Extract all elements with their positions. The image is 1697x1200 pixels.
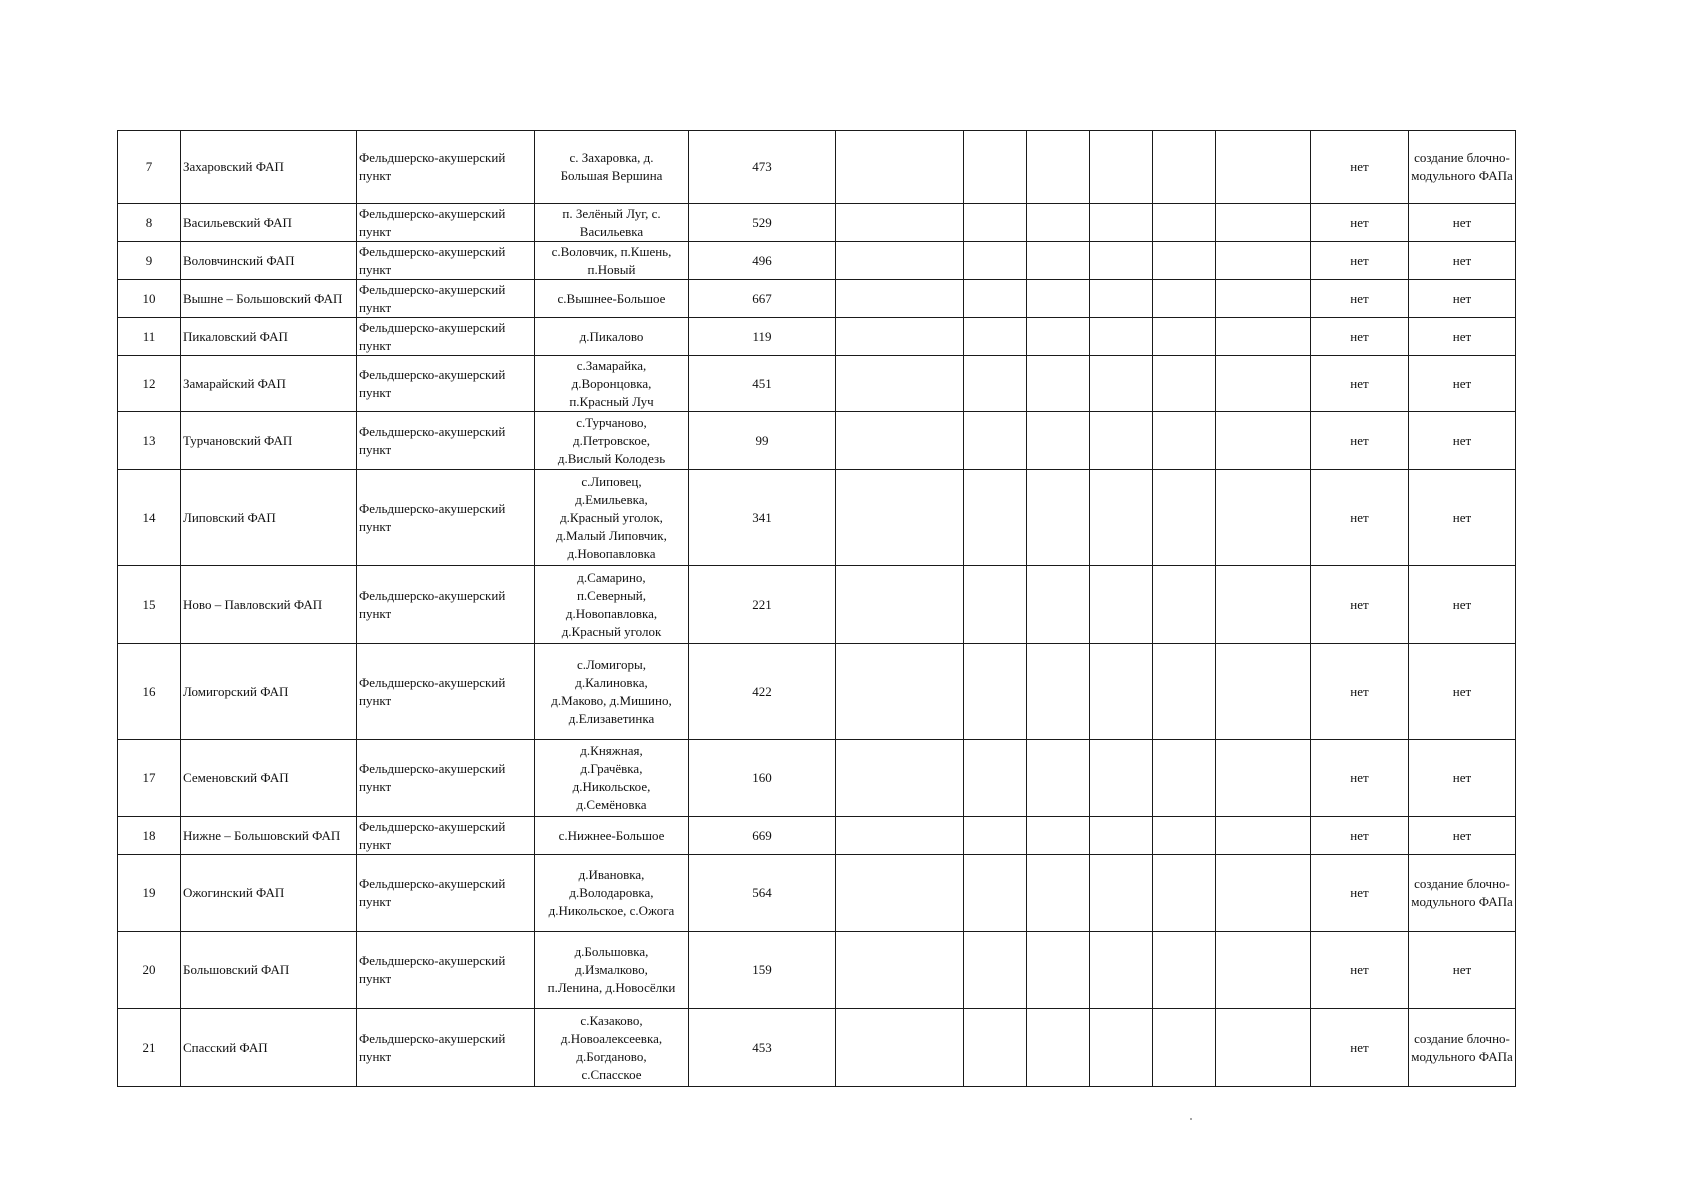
status-b: создание блочно-модульного ФАПа [1409, 855, 1516, 932]
empty-cell [1090, 932, 1153, 1009]
empty-cell [1090, 318, 1153, 356]
empty-cell [1153, 932, 1216, 1009]
population: 422 [689, 644, 836, 740]
status-a: нет [1311, 280, 1409, 318]
population: 119 [689, 318, 836, 356]
table-row [118, 644, 1516, 740]
table-row [118, 1009, 1516, 1087]
empty-cell [1216, 566, 1311, 644]
empty-cell [964, 817, 1027, 855]
empty-cell [1216, 131, 1311, 204]
empty-cell [836, 566, 964, 644]
status-b: нет [1409, 644, 1516, 740]
empty-cell [964, 740, 1027, 817]
settlements: с.Казаково, д.Новоалексеевка, д.Богданово, с.Спасское [535, 1009, 689, 1087]
empty-cell [1216, 242, 1311, 280]
empty-cell [1027, 740, 1090, 817]
empty-cell [1027, 566, 1090, 644]
empty-cell [964, 566, 1027, 644]
fap-name: Липовский ФАП [181, 470, 357, 566]
fap-name: Вышне – Большовский ФАП [181, 280, 357, 318]
status-a: нет [1311, 470, 1409, 566]
empty-cell [1027, 412, 1090, 470]
facility-type: Фельдшерско-акушерский пункт [357, 932, 535, 1009]
status-a: нет [1311, 242, 1409, 280]
empty-cell [1027, 817, 1090, 855]
status-b: нет [1409, 412, 1516, 470]
empty-cell [1090, 855, 1153, 932]
fap-name: Пикаловский ФАП [181, 318, 357, 356]
empty-cell [1216, 740, 1311, 817]
empty-cell [836, 817, 964, 855]
empty-cell [1090, 280, 1153, 318]
row-number: 8 [118, 204, 181, 242]
population: 667 [689, 280, 836, 318]
table-row [118, 204, 1516, 242]
empty-cell [1153, 817, 1216, 855]
empty-cell [964, 356, 1027, 412]
empty-cell [1090, 412, 1153, 470]
empty-cell [1027, 204, 1090, 242]
table-row [118, 817, 1516, 855]
empty-cell [836, 318, 964, 356]
empty-cell [1153, 131, 1216, 204]
empty-cell [836, 740, 964, 817]
empty-cell [1216, 470, 1311, 566]
row-number: 15 [118, 566, 181, 644]
population: 99 [689, 412, 836, 470]
settlements: с.Липовец, д.Емильевка, д.Красный уголок, д.Малый Липовчик, д.Новопавловка [535, 470, 689, 566]
empty-cell [1090, 204, 1153, 242]
empty-cell [1153, 740, 1216, 817]
empty-cell [1153, 204, 1216, 242]
row-number: 14 [118, 470, 181, 566]
empty-cell [836, 280, 964, 318]
facility-type: Фельдшерско-акушерский пункт [357, 855, 535, 932]
facility-type: Фельдшерско-акушерский пункт [357, 817, 535, 855]
empty-cell [964, 644, 1027, 740]
empty-cell [1027, 242, 1090, 280]
empty-cell [836, 470, 964, 566]
empty-cell [1027, 1009, 1090, 1087]
settlements: с.Вышнее-Большое [535, 280, 689, 318]
population: 451 [689, 356, 836, 412]
facility-type: Фельдшерско-акушерский пункт [357, 242, 535, 280]
settlements: с.Воловчик, п.Кшень, п.Новый [535, 242, 689, 280]
population: 529 [689, 204, 836, 242]
facility-type: Фельдшерско-акушерский пункт [357, 318, 535, 356]
population: 669 [689, 817, 836, 855]
table-row [118, 740, 1516, 817]
status-b: нет [1409, 356, 1516, 412]
empty-cell [836, 131, 964, 204]
table-row [118, 412, 1516, 470]
status-a: нет [1311, 412, 1409, 470]
status-b: нет [1409, 566, 1516, 644]
facility-type: Фельдшерско-акушерский пункт [357, 204, 535, 242]
row-number: 18 [118, 817, 181, 855]
table-row [118, 242, 1516, 280]
fap-name: Ожогинский ФАП [181, 855, 357, 932]
settlements: д.Княжная, д.Грачёвка, д.Никольское, д.Семёновка [535, 740, 689, 817]
empty-cell [1090, 131, 1153, 204]
status-b: нет [1409, 932, 1516, 1009]
empty-cell [964, 932, 1027, 1009]
population: 473 [689, 131, 836, 204]
row-number: 7 [118, 131, 181, 204]
row-number: 10 [118, 280, 181, 318]
population: 221 [689, 566, 836, 644]
status-a: нет [1311, 131, 1409, 204]
table-row [118, 566, 1516, 644]
empty-cell [964, 131, 1027, 204]
row-number: 19 [118, 855, 181, 932]
empty-cell [1153, 566, 1216, 644]
fap-name: Ломигорский ФАП [181, 644, 357, 740]
empty-cell [964, 242, 1027, 280]
row-number: 12 [118, 356, 181, 412]
population: 160 [689, 740, 836, 817]
fap-name: Семеновский ФАП [181, 740, 357, 817]
table-row [118, 131, 1516, 204]
empty-cell [1090, 242, 1153, 280]
facility-type: Фельдшерско-акушерский пункт [357, 1009, 535, 1087]
empty-cell [1090, 356, 1153, 412]
scan-speck [1190, 1118, 1192, 1120]
fap-name: Ново – Павловский ФАП [181, 566, 357, 644]
empty-cell [836, 932, 964, 1009]
empty-cell [964, 470, 1027, 566]
fap-name: Захаровский ФАП [181, 131, 357, 204]
status-a: нет [1311, 1009, 1409, 1087]
status-b: нет [1409, 280, 1516, 318]
empty-cell [1027, 644, 1090, 740]
table-row [118, 470, 1516, 566]
empty-cell [836, 855, 964, 932]
empty-cell [1153, 280, 1216, 318]
status-a: нет [1311, 740, 1409, 817]
fap-name: Васильевский ФАП [181, 204, 357, 242]
population: 341 [689, 470, 836, 566]
status-b: нет [1409, 470, 1516, 566]
facility-type: Фельдшерско-акушерский пункт [357, 356, 535, 412]
fap-name: Нижне – Большовский ФАП [181, 817, 357, 855]
empty-cell [1027, 131, 1090, 204]
settlements: с.Ломигоры, д.Калиновка, д.Маково, д.Мишино, д.Елизаветинка [535, 644, 689, 740]
empty-cell [836, 356, 964, 412]
facility-type: Фельдшерско-акушерский пункт [357, 412, 535, 470]
facility-type: Фельдшерско-акушерский пункт [357, 566, 535, 644]
facility-type: Фельдшерско-акушерский пункт [357, 740, 535, 817]
facility-type: Фельдшерско-акушерский пункт [357, 280, 535, 318]
facility-type: Фельдшерско-акушерский пункт [357, 644, 535, 740]
table-row [118, 932, 1516, 1009]
settlements: с.Нижнее-Большое [535, 817, 689, 855]
empty-cell [1153, 1009, 1216, 1087]
status-a: нет [1311, 644, 1409, 740]
empty-cell [1153, 356, 1216, 412]
empty-cell [1153, 470, 1216, 566]
row-number: 16 [118, 644, 181, 740]
status-a: нет [1311, 855, 1409, 932]
table-body [118, 131, 1516, 1087]
empty-cell [1027, 932, 1090, 1009]
status-b: создание блочно-модульного ФАПа [1409, 1009, 1516, 1087]
empty-cell [1027, 855, 1090, 932]
empty-cell [1216, 1009, 1311, 1087]
population: 496 [689, 242, 836, 280]
empty-cell [1153, 644, 1216, 740]
empty-cell [1027, 470, 1090, 566]
status-b: нет [1409, 242, 1516, 280]
fap-name: Турчановский ФАП [181, 412, 357, 470]
empty-cell [1027, 356, 1090, 412]
empty-cell [1216, 356, 1311, 412]
row-number: 20 [118, 932, 181, 1009]
empty-cell [1216, 412, 1311, 470]
settlements: с. Захаровка, д. Большая Вершина [535, 131, 689, 204]
empty-cell [1216, 644, 1311, 740]
population: 159 [689, 932, 836, 1009]
status-a: нет [1311, 932, 1409, 1009]
empty-cell [1216, 318, 1311, 356]
status-a: нет [1311, 356, 1409, 412]
table-row [118, 356, 1516, 412]
status-a: нет [1311, 566, 1409, 644]
empty-cell [836, 412, 964, 470]
row-number: 11 [118, 318, 181, 356]
empty-cell [1216, 932, 1311, 1009]
empty-cell [836, 204, 964, 242]
empty-cell [1090, 566, 1153, 644]
empty-cell [1153, 318, 1216, 356]
empty-cell [836, 644, 964, 740]
facility-type: Фельдшерско-акушерский пункт [357, 131, 535, 204]
status-b: создание блочно-модульного ФАПа [1409, 131, 1516, 204]
row-number: 13 [118, 412, 181, 470]
empty-cell [1216, 855, 1311, 932]
empty-cell [964, 204, 1027, 242]
fap-name: Большовский ФАП [181, 932, 357, 1009]
empty-cell [836, 242, 964, 280]
empty-cell [1153, 412, 1216, 470]
empty-cell [1216, 817, 1311, 855]
table-row [118, 318, 1516, 356]
empty-cell [964, 280, 1027, 318]
table-row [118, 280, 1516, 318]
status-b: нет [1409, 740, 1516, 817]
empty-cell [1027, 280, 1090, 318]
empty-cell [1090, 1009, 1153, 1087]
empty-cell [1216, 280, 1311, 318]
row-number: 9 [118, 242, 181, 280]
empty-cell [1216, 204, 1311, 242]
population: 453 [689, 1009, 836, 1087]
status-b: нет [1409, 204, 1516, 242]
settlements: п. Зелёный Луг, с. Васильевка [535, 204, 689, 242]
empty-cell [1090, 470, 1153, 566]
row-number: 17 [118, 740, 181, 817]
settlements: д.Пикалово [535, 318, 689, 356]
empty-cell [1153, 242, 1216, 280]
fap-table [117, 130, 1516, 1087]
fap-name: Замарайский ФАП [181, 356, 357, 412]
table-row [118, 855, 1516, 932]
empty-cell [1153, 855, 1216, 932]
status-a: нет [1311, 318, 1409, 356]
fap-name: Воловчинский ФАП [181, 242, 357, 280]
population: 564 [689, 855, 836, 932]
settlements: д.Ивановка, д.Володаровка, д.Никольское, с.Ожога [535, 855, 689, 932]
settlements: с.Замарайка, д.Воронцовка, п.Красный Луч [535, 356, 689, 412]
fap-name: Спасский ФАП [181, 1009, 357, 1087]
empty-cell [964, 412, 1027, 470]
settlements: д.Большовка, д.Измалково, п.Ленина, д.Новосёлки [535, 932, 689, 1009]
empty-cell [836, 1009, 964, 1087]
status-a: нет [1311, 817, 1409, 855]
empty-cell [964, 318, 1027, 356]
empty-cell [1090, 740, 1153, 817]
settlements: с.Турчаново, д.Петровское, д.Вислый Колодезь [535, 412, 689, 470]
empty-cell [1090, 644, 1153, 740]
empty-cell [1027, 318, 1090, 356]
empty-cell [964, 855, 1027, 932]
row-number: 21 [118, 1009, 181, 1087]
facility-type: Фельдшерско-акушерский пункт [357, 470, 535, 566]
status-a: нет [1311, 204, 1409, 242]
empty-cell [964, 1009, 1027, 1087]
empty-cell [1090, 817, 1153, 855]
status-b: нет [1409, 318, 1516, 356]
status-b: нет [1409, 817, 1516, 855]
settlements: д.Самарино, п.Северный, д.Новопавловка, д.Красный уголок [535, 566, 689, 644]
